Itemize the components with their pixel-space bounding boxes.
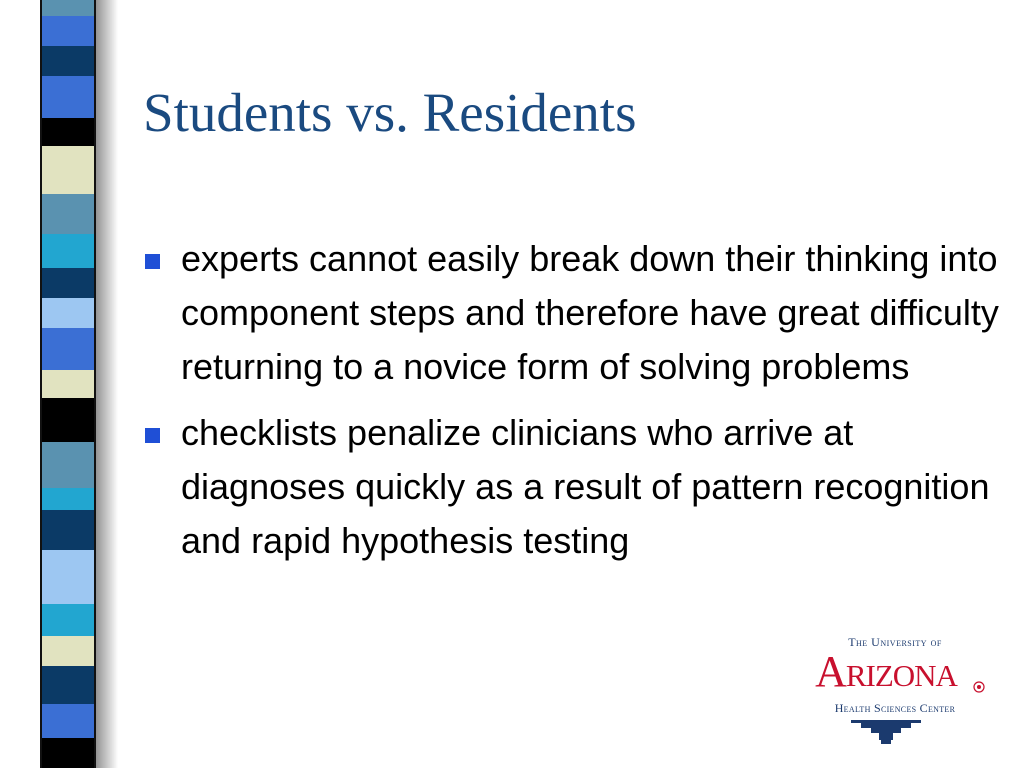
logo-top-line: The University of: [848, 635, 942, 649]
square-bullet-icon: [145, 254, 160, 269]
slide-title: Students vs. Residents: [143, 82, 637, 143]
registered-mark-icon: [973, 681, 985, 693]
bullet-text: checklists penalize clinicians who arrive at diagnoses quickly as a result of pattern recognition and rapid hypothesis testing: [181, 412, 990, 561]
university-logo: [800, 632, 990, 744]
logo-bottom-line: Health Sciences Center: [834, 701, 956, 715]
bullet-item: [143, 232, 1003, 394]
logo-name: Arizona: [815, 647, 957, 696]
square-bullet-icon: [145, 428, 160, 443]
decorative-stripe: [40, 0, 96, 768]
stripe-shadow: [94, 0, 118, 768]
bullet-item: [143, 406, 1003, 568]
bullet-text: experts cannot easily break down their thinking into component steps and therefore have great difficulty returning to a novice form of solving problems: [181, 238, 999, 387]
bullet-list: [143, 232, 1003, 580]
stepped-emblem-icon: [851, 720, 921, 744]
